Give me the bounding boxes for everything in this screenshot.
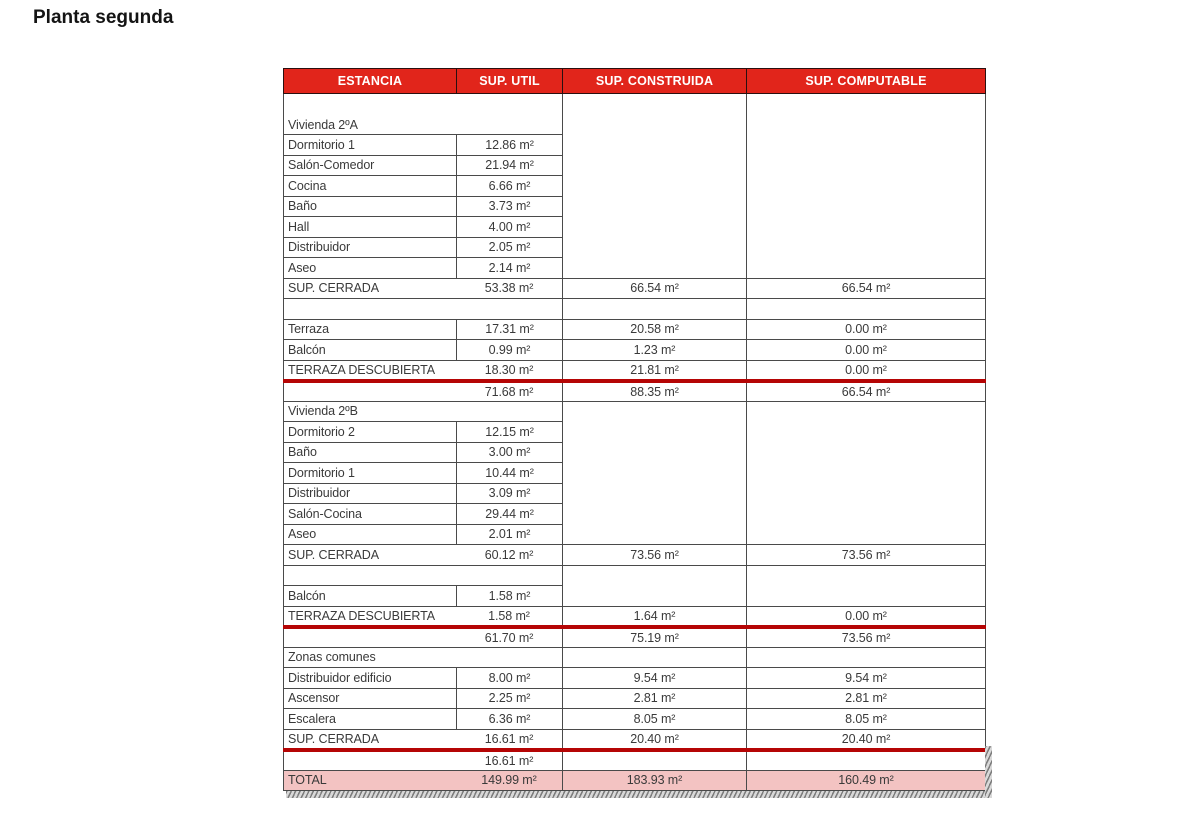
table-row	[284, 586, 986, 607]
sup-computable-value	[747, 422, 986, 443]
row-label: Aseo	[284, 258, 457, 279]
sup-construida-value: 20.58 m²	[563, 319, 747, 340]
sup-construida-value: 183.93 m²	[563, 770, 747, 791]
estancia-util-cell	[284, 94, 563, 135]
table-drop-shadow-right	[985, 746, 992, 798]
sup-construida-value	[563, 442, 747, 463]
table-body	[284, 94, 986, 791]
table-row	[284, 565, 986, 586]
table-row	[284, 422, 986, 443]
sup-computable-value	[747, 299, 986, 320]
sup-util-value: 17.31 m²	[457, 319, 563, 340]
sup-computable-value: 0.00 m²	[747, 340, 986, 361]
table-row	[284, 668, 986, 689]
sup-computable-value: 2.81 m²	[747, 688, 986, 709]
sup-util-value: 1.58 m²	[457, 586, 563, 607]
estancia-util-cell	[284, 299, 563, 320]
table-row	[284, 217, 986, 238]
estancia-util-cell	[284, 545, 563, 566]
table-row	[284, 340, 986, 361]
table-row	[284, 545, 986, 566]
table-row	[284, 463, 986, 484]
sup-computable-value	[747, 176, 986, 197]
sup-construida-value: 1.23 m²	[563, 340, 747, 361]
row-label: Dormitorio 2	[284, 422, 457, 443]
table-row	[284, 627, 986, 648]
sup-construida-value	[563, 647, 747, 668]
estancia-util-cell	[284, 401, 563, 422]
sup-util-value: 8.00 m²	[457, 668, 563, 689]
row-label: Aseo	[284, 524, 457, 545]
sup-computable-value: 73.56 m²	[747, 545, 986, 566]
estancia-util-cell	[284, 381, 563, 402]
row-label: Vivienda 2ºB	[288, 404, 358, 419]
row-label: Dormitorio 1	[284, 135, 457, 156]
column-header-sup-util: SUP. UTIL	[457, 69, 563, 94]
sup-computable-value	[747, 750, 986, 771]
sup-construida-value	[563, 524, 747, 545]
sup-computable-value	[747, 586, 986, 607]
table-drop-shadow-bottom	[286, 791, 988, 798]
sup-computable-value: 73.56 m²	[747, 627, 986, 648]
table-row	[284, 524, 986, 545]
sup-util-value: 21.94 m²	[457, 155, 563, 176]
row-label: Distribuidor	[284, 483, 457, 504]
sup-util-value: 1.58 m²	[488, 608, 530, 623]
estancia-util-cell	[284, 750, 563, 771]
sup-computable-value	[747, 504, 986, 525]
sup-construida-value	[563, 483, 747, 504]
sup-computable-value: 8.05 m²	[747, 709, 986, 730]
row-label: Zonas comunes	[288, 650, 376, 665]
sup-util-value: 53.38 m²	[484, 281, 534, 296]
sup-util-value: 149.99 m²	[481, 773, 537, 788]
sup-construida-value	[563, 565, 747, 586]
sup-util-value: 2.25 m²	[457, 688, 563, 709]
surface-table-container	[283, 68, 985, 798]
sup-computable-value: 20.40 m²	[747, 729, 986, 750]
sup-construida-value	[563, 196, 747, 217]
table-row	[284, 729, 986, 750]
table-row	[284, 360, 986, 381]
sup-computable-value: 9.54 m²	[747, 668, 986, 689]
sup-construida-value	[563, 422, 747, 443]
table-header	[284, 69, 986, 94]
table-row	[284, 381, 986, 402]
estancia-util-cell	[284, 729, 563, 750]
table-row	[284, 750, 986, 771]
sup-construida-value	[563, 237, 747, 258]
sup-construida-value: 20.40 m²	[563, 729, 747, 750]
sup-construida-value	[563, 135, 747, 156]
estancia-util-cell	[284, 360, 563, 381]
row-label: Baño	[284, 442, 457, 463]
table-row	[284, 94, 986, 135]
sup-computable-value	[747, 647, 986, 668]
sup-util-value: 12.86 m²	[457, 135, 563, 156]
table-row	[284, 483, 986, 504]
sup-construida-value	[563, 217, 747, 238]
row-label: Vivienda 2ºA	[288, 118, 358, 132]
sup-construida-value	[563, 504, 747, 525]
sup-computable-value	[747, 135, 986, 156]
table-row	[284, 299, 986, 320]
table-row	[284, 606, 986, 627]
column-header-sup-construida: SUP. CONSTRUIDA	[563, 69, 747, 94]
row-label: Terraza	[284, 319, 457, 340]
sup-computable-value	[747, 196, 986, 217]
sup-construida-value	[563, 94, 747, 135]
sup-util-value: 2.01 m²	[457, 524, 563, 545]
row-label: Distribuidor edificio	[284, 668, 457, 689]
header-row	[284, 69, 986, 94]
row-label: Balcón	[284, 340, 457, 361]
sup-util-value: 18.30 m²	[484, 362, 534, 377]
sup-util-value: 10.44 m²	[457, 463, 563, 484]
table-row	[284, 155, 986, 176]
sup-construida-value	[563, 299, 747, 320]
row-label: Balcón	[284, 586, 457, 607]
sup-computable-value	[747, 155, 986, 176]
sup-construida-value	[563, 258, 747, 279]
sup-construida-value: 21.81 m²	[563, 360, 747, 381]
sup-construida-value	[563, 750, 747, 771]
sup-construida-value: 8.05 m²	[563, 709, 747, 730]
row-label: Dormitorio 1	[284, 463, 457, 484]
sup-util-value: 3.73 m²	[457, 196, 563, 217]
sup-construida-value	[563, 401, 747, 422]
row-label: Salón-Comedor	[284, 155, 457, 176]
estancia-util-cell	[284, 647, 563, 668]
sup-computable-value: 66.54 m²	[747, 278, 986, 299]
sup-util-value: 6.36 m²	[457, 709, 563, 730]
sup-construida-value: 9.54 m²	[563, 668, 747, 689]
table-row	[284, 504, 986, 525]
table-row	[284, 401, 986, 422]
row-label: SUP. CERRADA	[288, 547, 379, 562]
page-title: Planta segunda	[33, 7, 174, 28]
table-row	[284, 770, 986, 791]
sup-computable-value	[747, 401, 986, 422]
sup-construida-value: 88.35 m²	[563, 381, 747, 402]
sup-computable-value	[747, 463, 986, 484]
sup-computable-value: 0.00 m²	[747, 606, 986, 627]
sup-construida-value: 1.64 m²	[563, 606, 747, 627]
estancia-util-cell	[284, 606, 563, 627]
sup-construida-value: 66.54 m²	[563, 278, 747, 299]
sup-computable-value	[747, 483, 986, 504]
sup-util-value: 4.00 m²	[457, 217, 563, 238]
sup-computable-value: 0.00 m²	[747, 360, 986, 381]
sup-util-value: 16.61 m²	[484, 731, 534, 746]
table-row	[284, 319, 986, 340]
column-header-estancia: ESTANCIA	[284, 69, 457, 94]
sup-construida-value	[563, 586, 747, 607]
sup-util-value: 3.00 m²	[457, 442, 563, 463]
table-row	[284, 196, 986, 217]
sup-util-value: 60.12 m²	[484, 547, 534, 562]
row-label: SUP. CERRADA	[288, 281, 379, 296]
sup-util-value: 29.44 m²	[457, 504, 563, 525]
table-row	[284, 237, 986, 258]
estancia-util-cell	[284, 278, 563, 299]
sup-computable-value	[747, 237, 986, 258]
table-row	[284, 176, 986, 197]
sup-util-value: 2.05 m²	[457, 237, 563, 258]
estancia-util-cell	[284, 565, 563, 586]
table-row	[284, 278, 986, 299]
sup-construida-value: 73.56 m²	[563, 545, 747, 566]
table-row	[284, 688, 986, 709]
row-label: Baño	[284, 196, 457, 217]
estancia-util-cell	[284, 627, 563, 648]
sup-util-value: 12.15 m²	[457, 422, 563, 443]
sup-computable-value: 0.00 m²	[747, 319, 986, 340]
sup-computable-value	[747, 565, 986, 586]
row-label: Ascensor	[284, 688, 457, 709]
sup-computable-value	[747, 524, 986, 545]
table-row	[284, 647, 986, 668]
sup-construida-value	[563, 155, 747, 176]
row-label: Salón-Cocina	[284, 504, 457, 525]
row-label: TERRAZA DESCUBIERTA	[288, 608, 435, 623]
sup-util-value: 2.14 m²	[457, 258, 563, 279]
column-header-sup-computable: SUP. COMPUTABLE	[747, 69, 986, 94]
sup-computable-value	[747, 94, 986, 135]
sup-computable-value	[747, 442, 986, 463]
sup-computable-value	[747, 217, 986, 238]
sup-computable-value: 160.49 m²	[747, 770, 986, 791]
row-label: TOTAL	[288, 773, 327, 788]
sup-computable-value: 66.54 m²	[747, 381, 986, 402]
table-row	[284, 709, 986, 730]
sup-util-value: 71.68 m²	[484, 384, 534, 399]
row-label: Escalera	[284, 709, 457, 730]
sup-computable-value	[747, 258, 986, 279]
table-row	[284, 442, 986, 463]
row-label: Distribuidor	[284, 237, 457, 258]
surface-table	[283, 68, 986, 791]
table-row	[284, 258, 986, 279]
sup-util-value: 0.99 m²	[457, 340, 563, 361]
estancia-util-cell	[284, 770, 563, 791]
row-label: TERRAZA DESCUBIERTA	[288, 362, 435, 377]
row-label: Hall	[284, 217, 457, 238]
sup-construida-value	[563, 176, 747, 197]
sup-util-value: 61.70 m²	[484, 630, 534, 645]
sup-util-value: 6.66 m²	[457, 176, 563, 197]
sup-util-value: 16.61 m²	[484, 753, 534, 768]
sup-construida-value	[563, 463, 747, 484]
row-label: SUP. CERRADA	[288, 731, 379, 746]
sup-construida-value: 2.81 m²	[563, 688, 747, 709]
sup-construida-value: 75.19 m²	[563, 627, 747, 648]
row-label: Cocina	[284, 176, 457, 197]
sup-util-value: 3.09 m²	[457, 483, 563, 504]
table-row	[284, 135, 986, 156]
